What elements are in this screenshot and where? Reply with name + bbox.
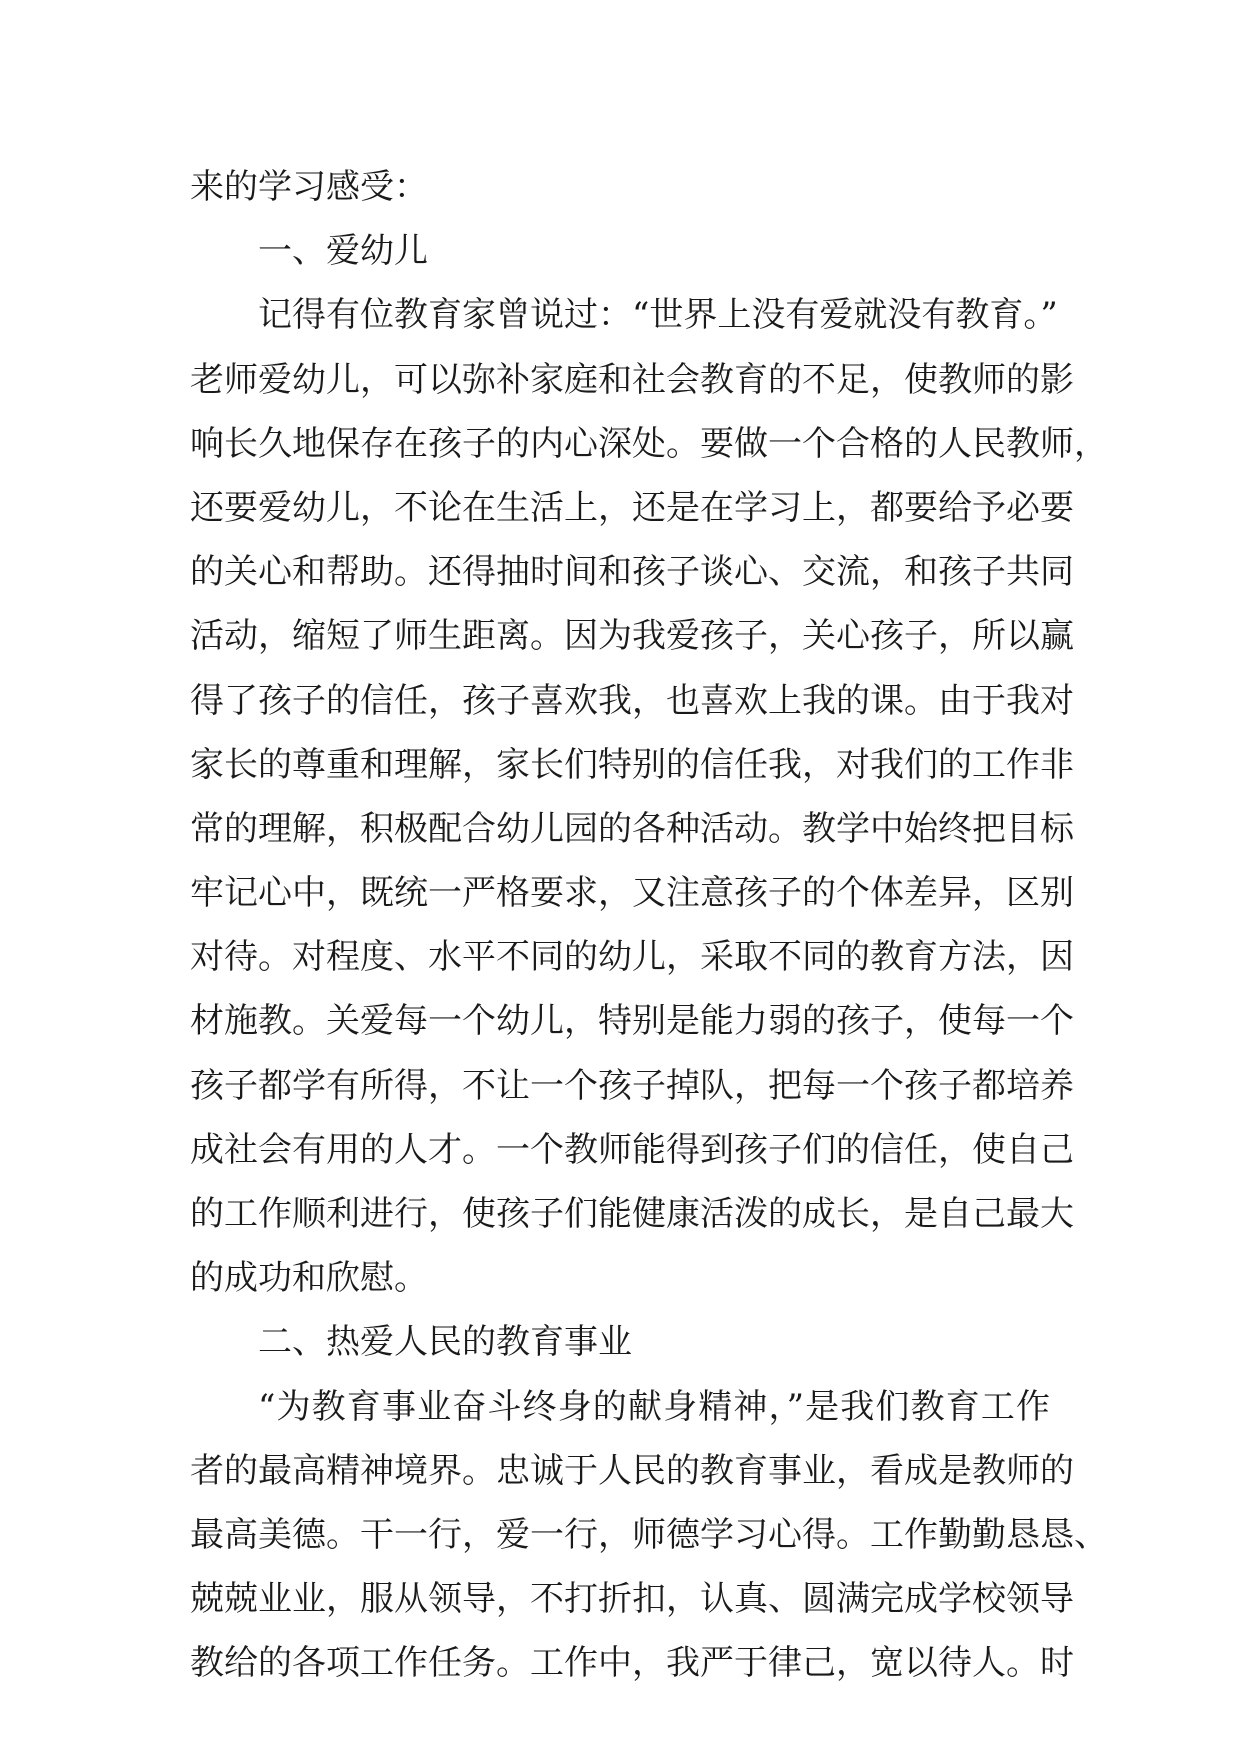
text-line: 者的最高精神境界。忠诚于人民的教育事业，看成是教师的 [190, 1450, 1074, 1491]
text-line: 的关心和帮助。还得抽时间和孩子谈心、交流，和孩子共同 [190, 552, 1074, 593]
text-line: 材施教。关爱每一个幼儿，特别是能力弱的孩子，使每一个 [190, 1001, 1074, 1042]
text-line: 家长的尊重和理解，家长们特别的信任我，对我们的工作非 [190, 744, 1074, 785]
text-line: 来的学习感受： [190, 167, 428, 207]
text-line: 孩子都学有所得，不让一个孩子掉队，把每一个孩子都培养 [190, 1065, 1074, 1106]
text-line: 一、爱幼儿 [258, 231, 428, 272]
text-line: 教给的各项工作任务。工作中，我严于律己，宽以待人。时 [190, 1643, 1074, 1684]
text-line: 对待。对程度、水平不同的幼儿，采取不同的教育方法，因 [190, 937, 1074, 978]
text-line: 二、热爱人民的教育事业 [258, 1322, 632, 1363]
text-line: 老师爱幼儿，可以弥补家庭和社会教育的不足，使教师的影 [190, 359, 1074, 400]
text-line: 成社会有用的人才。一个教师能得到孩子们的信任，使自己 [190, 1129, 1074, 1170]
text-line: “为教育事业奋斗终身的献身精神，”是我们教育工作 [258, 1386, 1050, 1427]
text-line: 的成功和欣慰。 [190, 1258, 428, 1299]
text-line: 记得有位教育家曾说过：“世界上没有爱就没有教育。” [258, 295, 1058, 336]
text-line: 牢记心中，既统一严格要求，又注意孩子的个体差异，区别 [190, 873, 1074, 914]
text-line: 最高美德。干一行，爱一行，师德学习心得。工作勤勤恳恳、 [190, 1514, 1108, 1555]
text-line: 活动，缩短了师生距离。因为我爱孩子，关心孩子，所以赢 [190, 616, 1074, 657]
text-line: 兢兢业业，服从领导，不打折扣，认真、圆满完成学校领导 [190, 1579, 1074, 1620]
text-line: 得了孩子的信任，孩子喜欢我，也喜欢上我的课。由于我对 [190, 680, 1074, 721]
text-line: 还要爱幼儿，不论在生活上，还是在学习上，都要给予必要 [190, 487, 1074, 528]
text-line: 响长久地保存在孩子的内心深处。要做一个合格的人民教师， [190, 423, 1108, 464]
text-line: 的工作顺利进行，使孩子们能健康活泼的成长，是自己最大 [190, 1194, 1074, 1234]
document-page [190, 155, 1108, 1696]
text-line: 常的理解，积极配合幼儿园的各种活动。教学中始终把目标 [190, 808, 1074, 849]
